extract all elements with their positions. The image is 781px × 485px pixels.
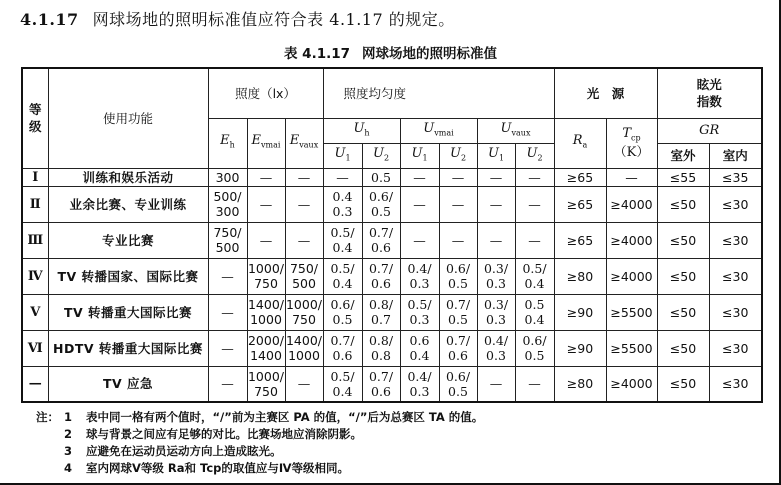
Uh-U2-cell: 0.8/ 0.7	[362, 294, 400, 330]
Ra-cell: ≥65	[554, 186, 606, 222]
Uvaux-U2-cell: —	[515, 168, 554, 186]
Uh-U2-cell: 0.7/ 0.6	[362, 366, 400, 402]
Evaux-cell: —	[285, 222, 323, 258]
Uvaux-U2-cell: 0.6/ 0.5	[515, 330, 554, 366]
Uvmai-U2-cell: 0.7/ 0.5	[439, 294, 477, 330]
GR-outdoor-cell: ≤50	[657, 294, 709, 330]
clause-number: 4.1.17	[20, 10, 79, 29]
table-row	[22, 366, 762, 402]
Uh-U1-cell: 0.5/ 0.4	[323, 222, 362, 258]
header-Tcp: $T_{cp}$ （K）	[606, 118, 657, 168]
GR-outdoor-cell: ≤50	[657, 186, 709, 222]
Evmai-cell: 1000/ 750	[247, 366, 285, 402]
GR-indoor-cell: ≤30	[709, 222, 762, 258]
grade-cell: Ⅲ	[22, 222, 48, 258]
function-cell: TV 转播重大国际比赛	[48, 294, 208, 330]
table-row	[22, 186, 762, 222]
table-row	[22, 168, 762, 186]
table-row	[22, 222, 762, 258]
caption-number: 表 4.1.17	[283, 46, 351, 62]
Evmai-cell: —	[247, 186, 285, 222]
Uvaux-U1-cell: 0.4/ 0.3	[477, 330, 515, 366]
GR-indoor-cell: ≤30	[709, 186, 762, 222]
header-Ra: $R_a$	[554, 118, 606, 168]
Uh-U2-cell: 0.8/ 0.8	[362, 330, 400, 366]
header-Uvmai-U2: $U_2$	[439, 143, 477, 168]
Uvaux-U1-cell: —	[477, 366, 515, 402]
Ra-cell: ≥90	[554, 330, 606, 366]
header-function: 使用功能	[48, 68, 208, 168]
function-cell: TV 转播国家、国际比赛	[48, 258, 208, 294]
header-Uvaux-U1: $U_1$	[477, 143, 515, 168]
GR-outdoor-cell: ≤50	[657, 366, 709, 402]
Uh-U1-cell: 0.5/ 0.4	[323, 366, 362, 402]
Tcp-cell: ≥5500	[606, 294, 657, 330]
Tcp-cell: ≥5500	[606, 330, 657, 366]
GR-indoor-cell: ≤30	[709, 258, 762, 294]
grade-cell: Ⅱ	[22, 186, 48, 222]
header-glare-index: 眩光指数	[657, 68, 762, 118]
header-Uvmai-U1: $U_1$	[400, 143, 439, 168]
table-notes	[36, 409, 483, 477]
Uvaux-U1-cell: 0.3/ 0.3	[477, 258, 515, 294]
note-item: 2 球与背景之间应有足够的对比。比赛场地应消除阴影。	[64, 427, 362, 441]
header-light-source: 光 源	[554, 68, 657, 118]
header-row-1	[22, 68, 762, 118]
Tcp-cell: ≥4000	[606, 222, 657, 258]
Uvmai-U1-cell: 0.5/ 0.3	[400, 294, 439, 330]
Uh-U1-cell: 0.4 0.3	[323, 186, 362, 222]
header-Uvmai: $U_{vmai}$	[400, 118, 477, 143]
Tcp-cell: ≥4000	[606, 258, 657, 294]
Evmai-cell: 1000/ 750	[247, 258, 285, 294]
Ra-cell: ≥65	[554, 168, 606, 186]
Uvmai-U2-cell: 0.6/ 0.5	[439, 366, 477, 402]
Uvaux-U2-cell: —	[515, 222, 554, 258]
GR-indoor-cell: ≤30	[709, 366, 762, 402]
Ra-cell: ≥65	[554, 222, 606, 258]
function-cell: TV 应急	[48, 366, 208, 402]
Uh-U1-cell: 0.6/ 0.5	[323, 294, 362, 330]
GR-indoor-cell: ≤35	[709, 168, 762, 186]
GR-outdoor-cell: ≤50	[657, 258, 709, 294]
Uvaux-U1-cell: —	[477, 222, 515, 258]
Eh-cell: —	[208, 258, 247, 294]
header-GR: GR	[657, 118, 762, 143]
Uvmai-U1-cell: 0.6 0.4	[400, 330, 439, 366]
Uvmai-U2-cell: —	[439, 168, 477, 186]
Evaux-cell: —	[285, 186, 323, 222]
header-Uh: $U_h$	[323, 118, 400, 143]
header-Eh: $E_h$	[208, 118, 247, 168]
header-Evmai: $E_{vmai}$	[247, 118, 285, 168]
Eh-cell: —	[208, 330, 247, 366]
Uvmai-U1-cell: —	[400, 222, 439, 258]
header-outdoor: 室外	[657, 143, 709, 168]
Ra-cell: ≥80	[554, 366, 606, 402]
table-row	[22, 294, 762, 330]
Evaux-cell: 1400/ 1000	[285, 330, 323, 366]
grade-cell: Ⅰ	[22, 168, 48, 186]
header-Evaux: $E_{vaux}$	[285, 118, 323, 168]
Ra-cell: ≥80	[554, 258, 606, 294]
Evmai-cell: 2000/ 1400	[247, 330, 285, 366]
Uvaux-U2-cell: 0.5/ 0.4	[515, 258, 554, 294]
Ra-cell: ≥90	[554, 294, 606, 330]
Uvmai-U1-cell: —	[400, 186, 439, 222]
grade-cell: Ⅵ	[22, 330, 48, 366]
Uh-U1-cell: —	[323, 168, 362, 186]
Uvmai-U2-cell: —	[439, 222, 477, 258]
lighting-standard-table	[21, 67, 763, 403]
GR-outdoor-cell: ≤55	[657, 168, 709, 186]
Uh-U1-cell: 0.7/ 0.6	[323, 330, 362, 366]
Uvaux-U2-cell: —	[515, 366, 554, 402]
note-item: 3 应避免在运动员运动方向上造成眩光。	[64, 444, 282, 458]
clause-heading	[20, 7, 455, 30]
header-Uvaux-U2: $U_2$	[515, 143, 554, 168]
Uvmai-U2-cell: 0.7/ 0.6	[439, 330, 477, 366]
Tcp-cell: ≥4000	[606, 186, 657, 222]
grade-cell: Ⅳ	[22, 258, 48, 294]
grade-cell: —	[22, 366, 48, 402]
Uvmai-U1-cell: 0.4/ 0.3	[400, 366, 439, 402]
Uvaux-U1-cell: —	[477, 168, 515, 186]
function-cell: 业余比赛、专业训练	[48, 186, 208, 222]
grade-cell: Ⅴ	[22, 294, 48, 330]
Uh-U2-cell: 0.6/ 0.5	[362, 186, 400, 222]
GR-indoor-cell: ≤30	[709, 294, 762, 330]
clause-text: 网球场地的照明标准值应符合表 4.1.17 的规定。	[92, 10, 455, 29]
table-row	[22, 330, 762, 366]
Evmai-cell: 1400/ 1000	[247, 294, 285, 330]
header-indoor: 室内	[709, 143, 762, 168]
function-cell: 专业比赛	[48, 222, 208, 258]
header-Uh-U2: $U_2$	[362, 143, 400, 168]
Uh-U2-cell: 0.5	[362, 168, 400, 186]
Evaux-cell: —	[285, 366, 323, 402]
Eh-cell: 750/ 500	[208, 222, 247, 258]
Tcp-cell: ≥4000	[606, 366, 657, 402]
header-grade: 等级	[22, 68, 48, 168]
caption-title: 网球场地的照明标准值	[362, 46, 498, 62]
table-caption	[0, 42, 781, 62]
Uvmai-U2-cell: 0.6/ 0.5	[439, 258, 477, 294]
Evaux-cell: —	[285, 168, 323, 186]
Uvaux-U1-cell: —	[477, 186, 515, 222]
Uvmai-U2-cell: —	[439, 186, 477, 222]
Uh-U1-cell: 0.5/ 0.4	[323, 258, 362, 294]
Tcp-cell: —	[606, 168, 657, 186]
header-Uh-U1: $U_1$	[323, 143, 362, 168]
Uvmai-U1-cell: —	[400, 168, 439, 186]
Eh-cell: —	[208, 366, 247, 402]
note-item: 注： 1 表中同一格有两个值时，“/”前为主赛区 PA 的值，“/”后为总赛区 TA 的值。	[36, 410, 484, 424]
Uh-U2-cell: 0.7/ 0.6	[362, 258, 400, 294]
GR-outdoor-cell: ≤50	[657, 222, 709, 258]
Evmai-cell: —	[247, 222, 285, 258]
Evaux-cell: 750/ 500	[285, 258, 323, 294]
header-Uvaux: $U_{vaux}$	[477, 118, 554, 143]
function-cell: HDTV 转播重大国际比赛	[48, 330, 208, 366]
header-uniformity: 照度均匀度	[323, 68, 554, 118]
function-cell: 训练和娱乐活动	[48, 168, 208, 186]
Uvmai-U1-cell: 0.4/ 0.3	[400, 258, 439, 294]
Eh-cell: 500/ 300	[208, 186, 247, 222]
Evaux-cell: 1000/ 750	[285, 294, 323, 330]
Uvaux-U2-cell: 0.5 0.4	[515, 294, 554, 330]
GR-outdoor-cell: ≤50	[657, 330, 709, 366]
Uvaux-U2-cell: —	[515, 186, 554, 222]
GR-indoor-cell: ≤30	[709, 330, 762, 366]
Eh-cell: 300	[208, 168, 247, 186]
Uvaux-U1-cell: 0.3/ 0.3	[477, 294, 515, 330]
Uh-U2-cell: 0.7/ 0.6	[362, 222, 400, 258]
note-item: 4 室内网球Ⅴ等级 Ra和 Tcp的取值应与Ⅳ等级相同。	[64, 461, 350, 475]
Evmai-cell: —	[247, 168, 285, 186]
Eh-cell: —	[208, 294, 247, 330]
table-row	[22, 258, 762, 294]
header-illuminance: 照度（lx）	[208, 68, 323, 118]
